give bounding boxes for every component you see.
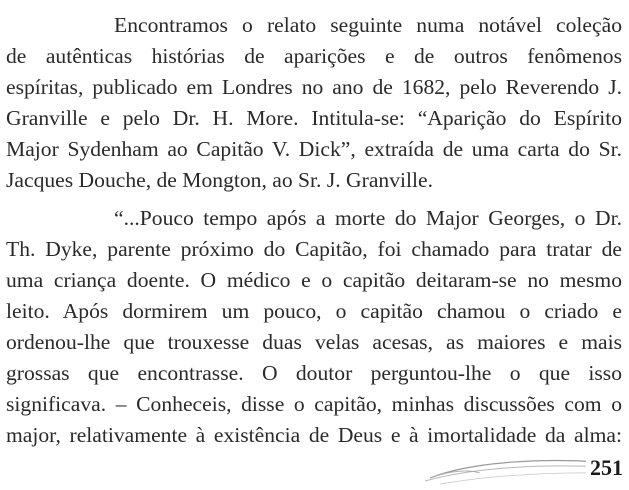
- paragraph-1-line: Granville e pelo Dr. H. More. Intitula-se: “Aparição do Espírito: [6, 106, 622, 130]
- footer-swoosh-ornament: [0, 440, 629, 490]
- paragraph-2-line: “...Pouco tempo após a morte do Major Georges, o Dr.: [114, 206, 622, 230]
- paragraph-2-line: ordenou-lhe que trouxesse duas velas acesas, as maiores e mais: [6, 330, 622, 354]
- paragraph-2-line: leito. Após dormirem um pouco, o capitão chamou o criado e: [6, 299, 622, 323]
- paragraph-2-line: significava. – Conheceis, disse o capitão, minhas discussões com o: [6, 392, 622, 416]
- paragraph-1-line: Major Sydenham ao Capitão V. Dick”, extraída de uma carta do Sr.: [6, 137, 622, 161]
- paragraph-2-line: major, relativamente à existência de Deus e à imortalidade da alma:: [6, 423, 622, 447]
- paragraph-1-line: de autênticas histórias de aparições e de outros fenômenos: [6, 44, 622, 68]
- paragraph-2-line: Th. Dyke, parente próximo do Capitão, foi chamado para tratar de: [6, 237, 622, 261]
- paragraph-1-line: Jacques Douche, de Mongton, ao Sr. J. Granville.: [6, 168, 433, 192]
- paragraph-1-line: Encontramos o relato seguinte numa notável coleção: [114, 13, 622, 37]
- paragraph-1-line: espíritas, publicado em Londres no ano de 1682, pelo Reverendo J.: [6, 75, 622, 99]
- paragraph-2-line: uma criança doente. O médico e o capitão deitaram-se no mesmo: [6, 268, 622, 292]
- page-number: 251: [586, 455, 623, 481]
- paragraph-2: [6, 203, 622, 451]
- paragraph-2-line: grossas que encontrasse. O doutor perguntou-lhe o que isso: [6, 361, 622, 385]
- paragraph-1: [6, 10, 622, 196]
